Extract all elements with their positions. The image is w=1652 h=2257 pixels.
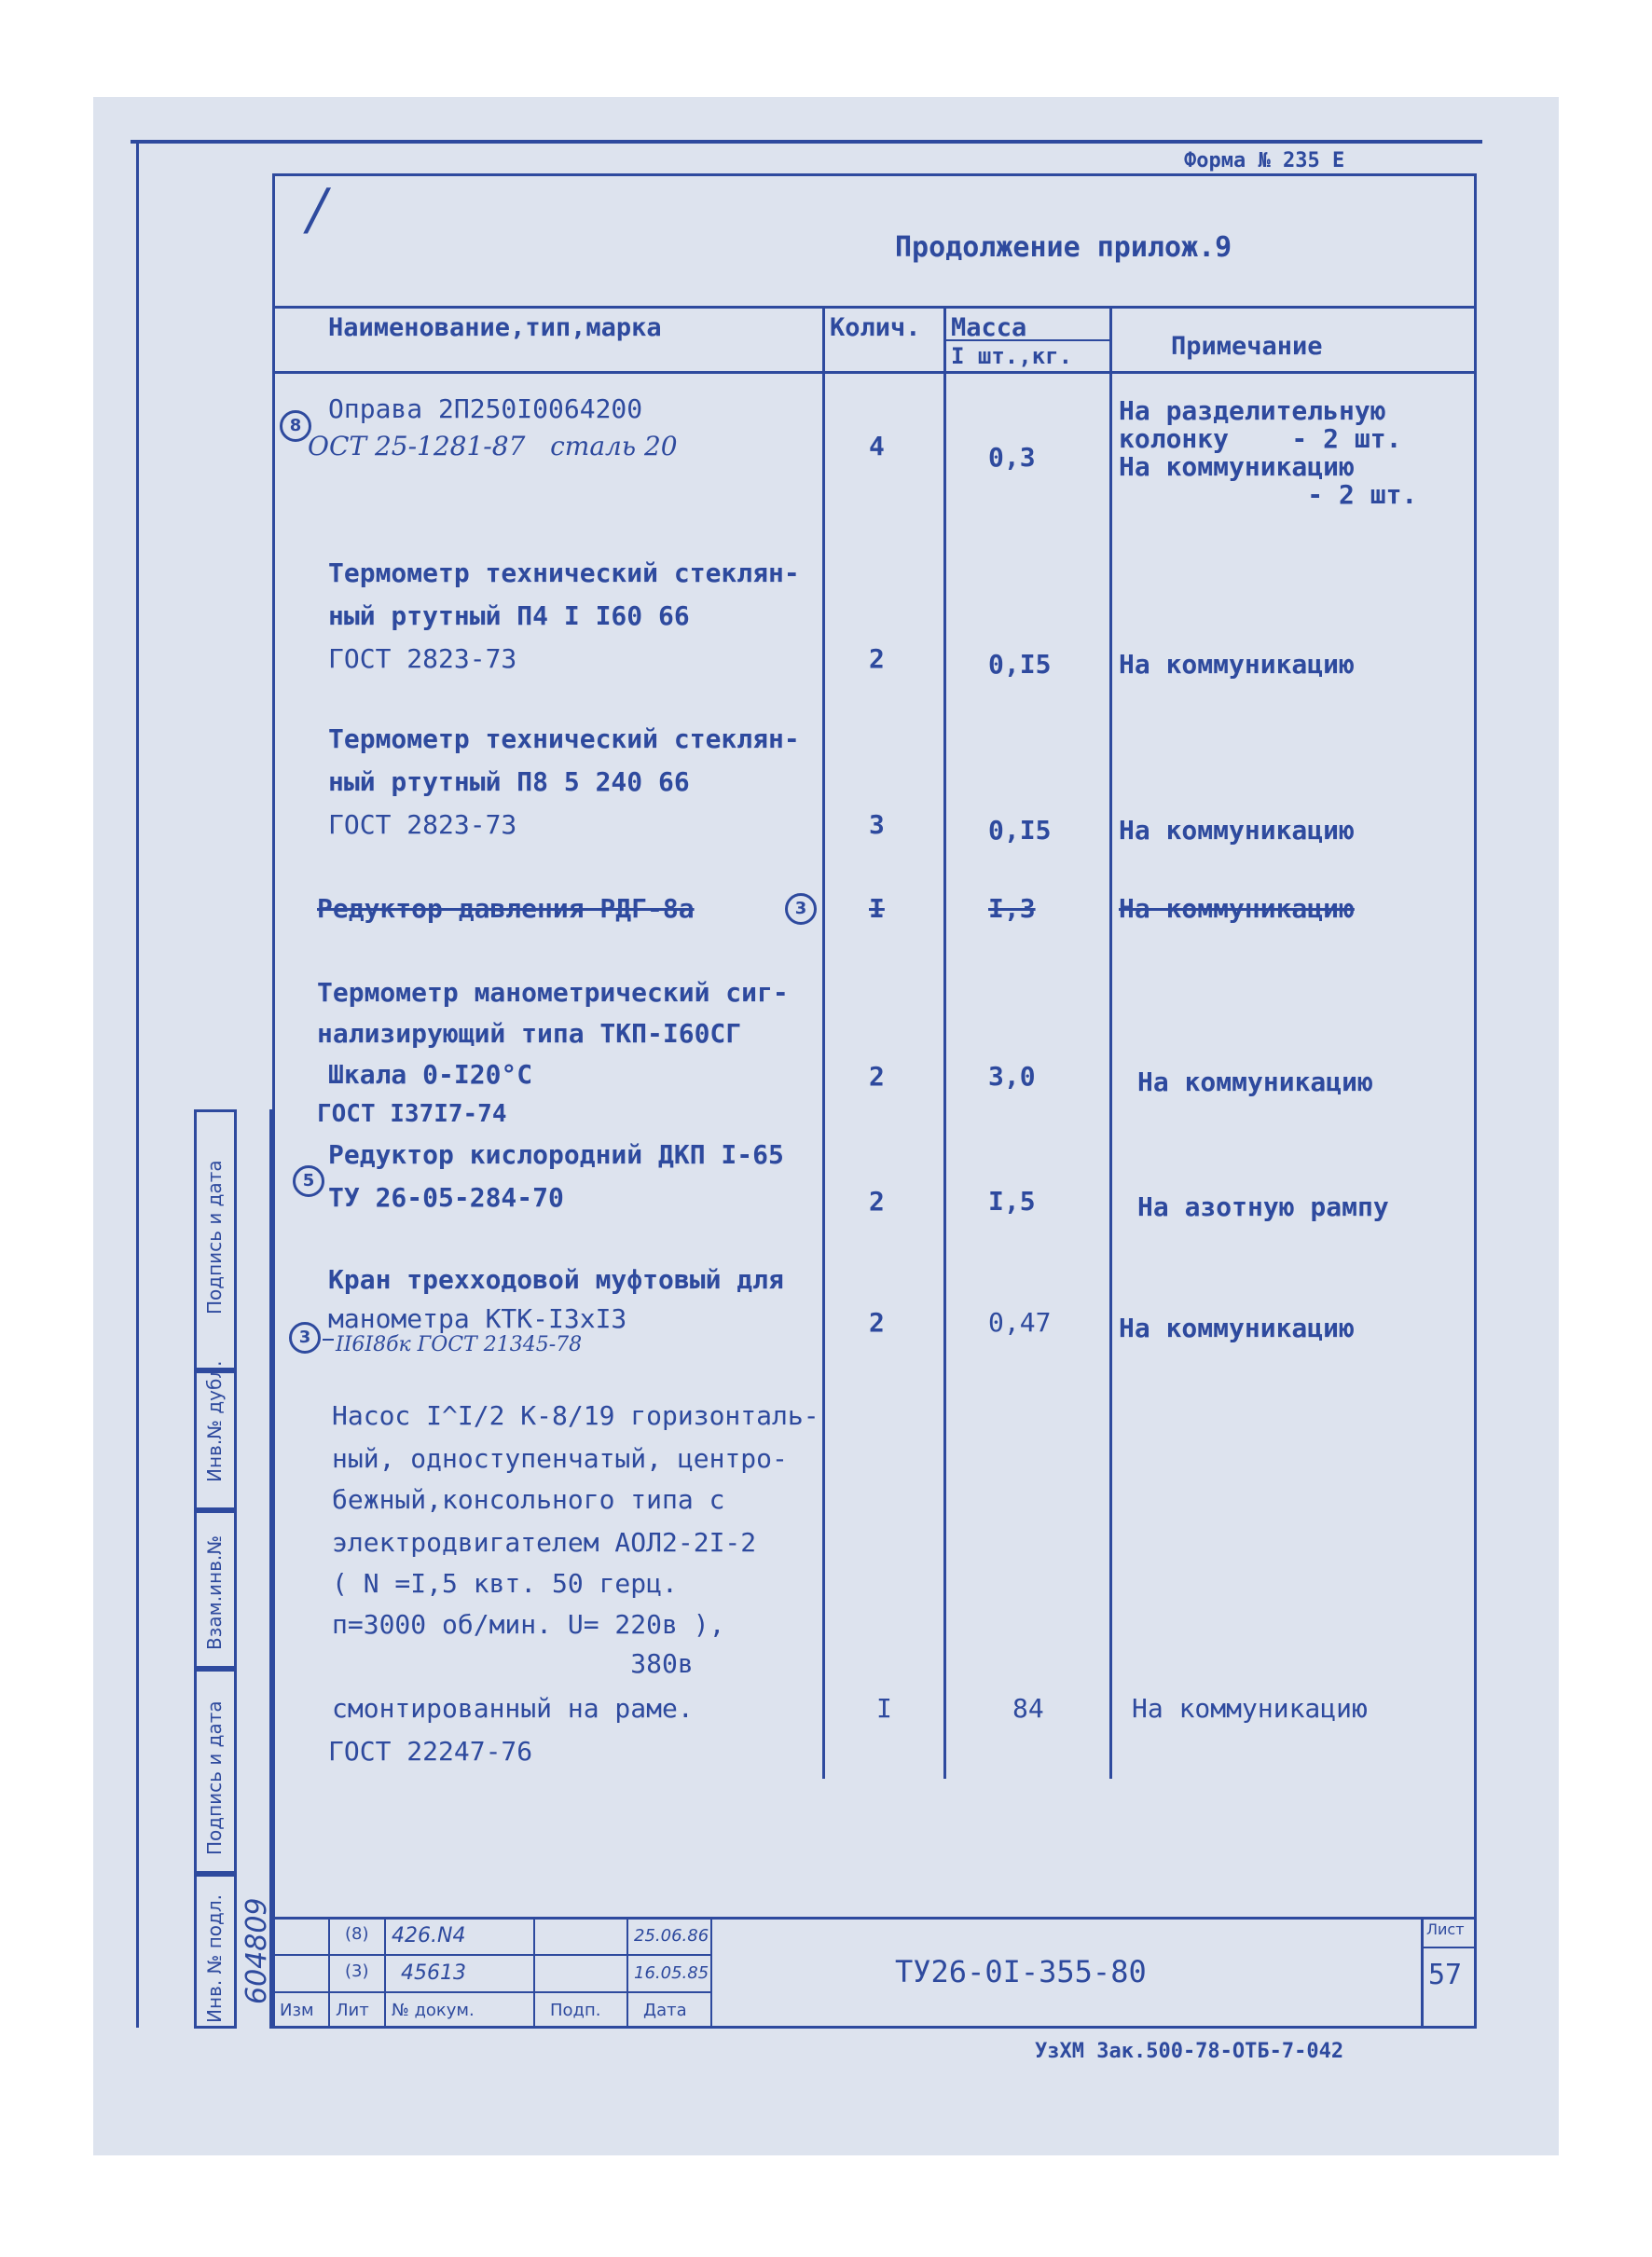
header-mass: Масса: [951, 313, 1027, 342]
form-number: Форма № 235 Е: [1184, 149, 1345, 172]
sidebar-inv-number: 604809: [241, 1897, 273, 2004]
row8-mass: 84: [1012, 1693, 1044, 1724]
row7-qty: 2: [869, 1307, 885, 1338]
row1-name-line1: Оправа 2П250I0064200: [328, 393, 643, 424]
row5-name-line1: Термометр манометрический сиг-: [317, 977, 789, 1008]
row1-note-1: На разделительную: [1119, 395, 1386, 426]
handwritten-slash: /: [308, 177, 327, 242]
row6-name-line1: Редуктор кислородний ДКП I-65: [328, 1139, 784, 1170]
revision-mark-5: 5: [293, 1165, 324, 1197]
stamp-label-date: Дата: [643, 2001, 687, 2020]
row4-qty-struck: I: [869, 893, 885, 924]
stamp-col-5: [710, 1917, 712, 2029]
row8-line7: 380в: [332, 1648, 694, 1679]
row7-name-line1: Кран трехходовой муфтовый для: [328, 1264, 784, 1295]
sheet-number: 57: [1428, 1959, 1463, 1991]
header-note: Примечание: [1171, 332, 1323, 361]
row8-line2: ный, одноступенчатый, центро-: [332, 1443, 788, 1474]
row6-note: На азотную рампу: [1137, 1191, 1389, 1222]
sidebar-label-podpis-1: Подпись и дата: [203, 1160, 226, 1314]
row1-name-line2: OCT 25-1281-87 сталь 20: [308, 431, 678, 461]
header-top-line: [272, 306, 1477, 309]
left-rule: [136, 140, 139, 2028]
print-order-footer: УзХМ Зак.500-78-ОТБ-7-042: [1035, 2040, 1344, 2063]
row5-name-line2: нализирующий типа ТКП-I60СГ: [317, 1018, 742, 1049]
row6-name-line2: ТУ 26-05-284-70: [328, 1182, 564, 1213]
row8-line6: п=3000 об/мин. U= 220в ),: [332, 1609, 725, 1640]
stamp-col-2: [384, 1917, 386, 2029]
row2-name-line1: Термометр технический стеклян-: [328, 557, 800, 588]
row8-line5: ( N =I,5 квт. 50 герц.: [332, 1568, 678, 1599]
sidebar-label-podpis-2: Подпись и дата: [203, 1700, 226, 1855]
row8-note: На коммуникацию: [1132, 1693, 1368, 1724]
row4-mass-struck: I,3: [988, 893, 1036, 924]
row5-name-line3: Шкала 0-I20°С: [328, 1059, 533, 1090]
stamp-label-podp: Подп.: [550, 2001, 601, 2020]
sheet-label: Лист: [1426, 1920, 1465, 1938]
sidebar-second-column: [237, 1109, 272, 2029]
column-divider-mass: [943, 306, 946, 1779]
row8-line4: электродвигателем АОЛ2-2I-2: [332, 1527, 757, 1558]
sheet-box-divider: [1421, 1947, 1477, 1948]
sidebar-label-vzam-inv: Взам.инв.№: [203, 1534, 226, 1650]
sidebar-label-inv-podl: Инв. № подл.: [203, 1894, 226, 2023]
row3-qty: 3: [869, 809, 885, 840]
row7-note: На коммуникацию: [1119, 1313, 1355, 1343]
row1-note-3: На коммуникацию: [1119, 451, 1355, 482]
row4-note-struck: На коммуникацию: [1119, 893, 1355, 924]
stamp-r1-date: 25.06.86: [634, 1926, 709, 1946]
row3-mass: 0,I5: [988, 815, 1052, 846]
row1-qty: 4: [869, 431, 885, 461]
row6-qty: 2: [869, 1186, 885, 1217]
header-mass-unit: I шт.,кг.: [951, 343, 1073, 369]
row2-note: На коммуникацию: [1119, 649, 1355, 680]
stamp-r1-doc: 426.N4: [392, 1924, 466, 1947]
mark-leader-line: [323, 1339, 334, 1341]
row7-mass: 0,47: [988, 1307, 1052, 1338]
row2-mass: 0,I5: [988, 649, 1052, 680]
stamp-label-list: Лит: [336, 2001, 369, 2020]
revision-mark-3b: 3: [289, 1322, 321, 1354]
page-title: Продолжение прилож.9: [895, 231, 1232, 264]
header-bottom-line: [272, 371, 1477, 374]
header-name: Наименование,тип,марка: [328, 313, 662, 342]
stamp-col-1: [328, 1917, 330, 2029]
stamp-col-4: [626, 1917, 628, 2029]
row2-name-line2: ный ртутный П4 I I60 66: [328, 600, 690, 631]
stamp-r2-date: 16.05.85: [634, 1963, 709, 1983]
sidebar-label-inv-dubl: Инв.№ дубл.: [203, 1360, 226, 1482]
row8-line9: ГОСТ 22247-76: [328, 1736, 533, 1767]
stamp-row-line-1: [272, 1954, 710, 1956]
column-divider-qty: [822, 306, 825, 1779]
row3-name-line1: Термометр технический стеклян-: [328, 723, 800, 754]
row4-name-struck: Редуктор давления РДГ-8а: [317, 893, 695, 924]
row7-name-line2: манометра КТК-I3хI3: [328, 1303, 627, 1334]
revision-mark-8: 8: [280, 410, 311, 442]
row8-line3: бежный,консольного типа с: [332, 1484, 725, 1515]
column-divider-note: [1109, 306, 1112, 1779]
row2-qty: 2: [869, 643, 885, 674]
stamp-r2-mark: (3): [345, 1961, 369, 1981]
row5-mass: 3,0: [988, 1061, 1036, 1092]
row8-line1: Насос I^I/2 К-8/19 горизонталь-: [332, 1400, 819, 1431]
row8-qty: I: [876, 1693, 892, 1724]
stamp-label-doc: № докум.: [392, 2001, 475, 2020]
row1-note-2: колонку - 2 шт.: [1119, 423, 1402, 454]
row3-name-line2: ный ртутный П8 5 240 66: [328, 766, 690, 797]
document-code: ТУ26-0I-355-80: [895, 1954, 1147, 1989]
stamp-row-line-2: [272, 1991, 710, 1993]
stamp-r2-doc: 45613: [401, 1961, 466, 1985]
row1-note-4: - 2 шт.: [1119, 479, 1418, 510]
row6-mass: I,5: [988, 1186, 1036, 1217]
stamp-label-izm: Изм: [280, 2001, 314, 2020]
row5-note: На коммуникацию: [1137, 1067, 1373, 1097]
stamp-col-3: [533, 1917, 535, 2029]
row5-name-line4: ГОСТ I37I7-74: [317, 1100, 507, 1128]
header-qty: Колич.: [830, 313, 921, 342]
revision-mark-3: 3: [785, 893, 817, 925]
row3-name-line3: ГОСТ 2823-73: [328, 809, 517, 840]
row8-line8: смонтированный на раме.: [332, 1693, 694, 1724]
stamp-r1-mark: (8): [345, 1924, 369, 1944]
row2-name-line3: ГОСТ 2823-73: [328, 643, 517, 674]
row1-mass: 0,3: [988, 442, 1036, 473]
top-rule: [131, 140, 1482, 144]
row3-note: На коммуникацию: [1119, 815, 1355, 846]
row7-name-line3: II6I8бк ГОСТ 21345-78: [336, 1333, 583, 1356]
row5-qty: 2: [869, 1061, 885, 1092]
